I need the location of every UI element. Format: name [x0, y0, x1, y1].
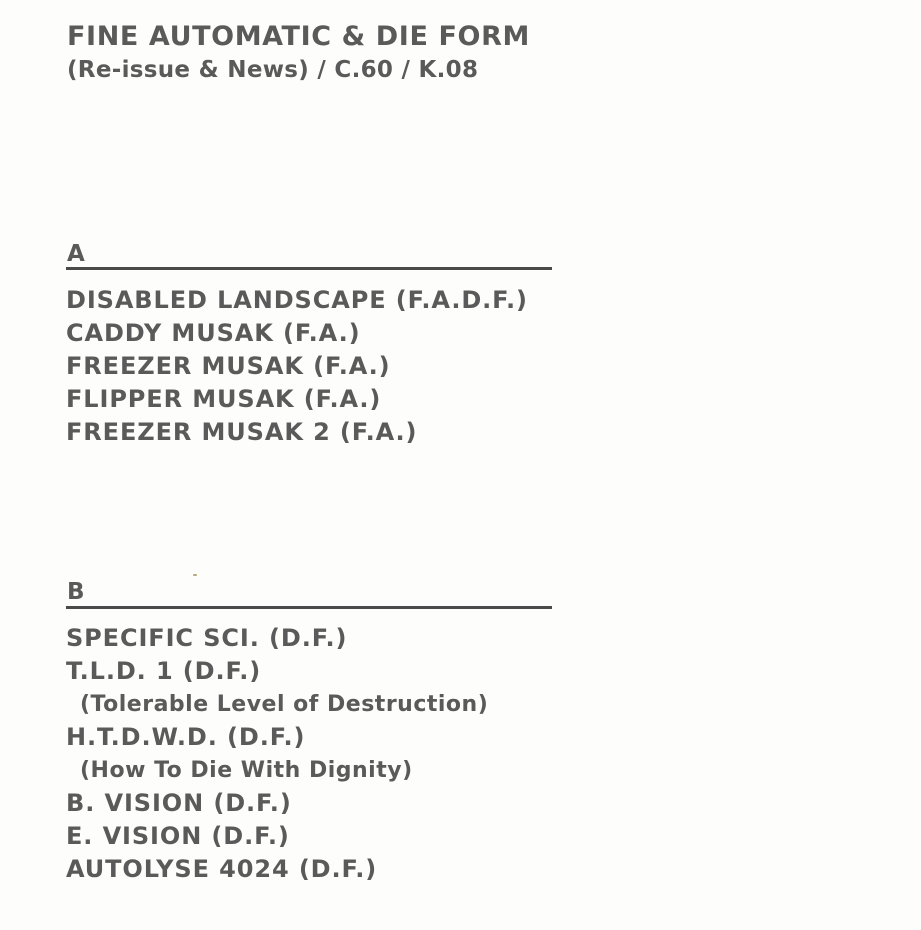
- track-item: FREEZER MUSAK (F.A.): [66, 352, 391, 380]
- track-subtitle: (Tolerable Level of Destruction): [80, 692, 489, 717]
- track-item: T.L.D. 1 (D.F.): [66, 657, 262, 685]
- track-item: CADDY MUSAK (F.A.): [66, 319, 361, 347]
- release-title: FINE AUTOMATIC & DIE FORM: [67, 21, 530, 52]
- side-a-divider: [66, 267, 552, 270]
- track-item: DISABLED LANDSCAPE (F.A.D.F.): [66, 286, 528, 314]
- track-item: H.T.D.W.D. (D.F.): [66, 723, 306, 751]
- track-item: FLIPPER MUSAK (F.A.): [66, 385, 382, 413]
- track-item: FREEZER MUSAK 2 (F.A.): [66, 418, 418, 446]
- side-a-label: A: [67, 241, 85, 267]
- side-b-tracklist: [66, 622, 488, 886]
- track-item: B. VISION (D.F.): [66, 789, 292, 817]
- paper-speck: [193, 574, 197, 576]
- side-b-divider: [66, 606, 552, 609]
- side-b-label: B: [67, 579, 85, 605]
- track-item: AUTOLYSE 4024 (D.F.): [66, 855, 378, 883]
- track-subtitle: (How To Die With Dignity): [80, 758, 413, 783]
- side-a-tracklist: [66, 284, 528, 449]
- release-subtitle: (Re-issue & News) / C.60 / K.08: [67, 57, 479, 83]
- track-item: E. VISION (D.F.): [66, 822, 290, 850]
- track-item: SPECIFIC SCI. (D.F.): [66, 624, 348, 652]
